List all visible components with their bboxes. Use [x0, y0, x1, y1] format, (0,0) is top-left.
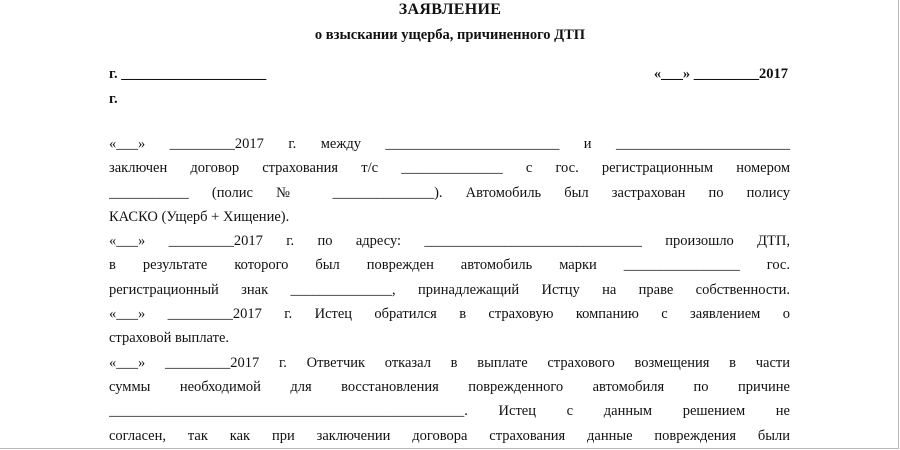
body-line: «___» _________2017 г. по адресу: ______________________________ произошло ДТП,	[109, 233, 790, 250]
body-line: регистрационный знак ______________, принадлежащий Истцу на праве собственности.	[109, 281, 790, 298]
body-line: согласен, так как при заключении договора страхования данные повреждения были	[109, 427, 790, 444]
body-line: «___» _________2017 г. Истец обратился в страховую компанию с заявлением о	[109, 306, 790, 323]
city-label: г.	[109, 91, 118, 107]
document-body	[109, 132, 790, 448]
document-title: ЗАЯВЛЕНИЕ	[398, 1, 502, 18]
body-line: «___» _________2017 г. Ответчик отказал в выплате страхового возмещения в части	[109, 354, 790, 371]
date-field: «___» _________2017	[653, 66, 788, 82]
body-line: КАСКО (Ущерб + Хищение).	[109, 208, 290, 225]
city-field: г. ____________________	[109, 66, 267, 82]
body-line: «___» _________2017 г. между ________________________ и ________________________	[109, 136, 790, 152]
body-line: в результате которого был поврежден автомобиль марки ________________ гос.	[109, 257, 790, 274]
body-line: страховой выплате.	[109, 330, 230, 347]
body-line: заключен договор страхования т/с ______________ с гос. регистрационным номером	[109, 160, 790, 177]
body-line: суммы необходимой для восстановления поврежденного автомобиля по причине	[109, 378, 790, 395]
body-line: _________________________________________________. Истец с данным решением не	[109, 403, 790, 420]
body-line: ___________ (полис № ______________). Автомобиль был застрахован по полису	[109, 184, 790, 201]
document-subtitle: о взыскании ущерба, причиненного ДТП	[314, 27, 586, 43]
